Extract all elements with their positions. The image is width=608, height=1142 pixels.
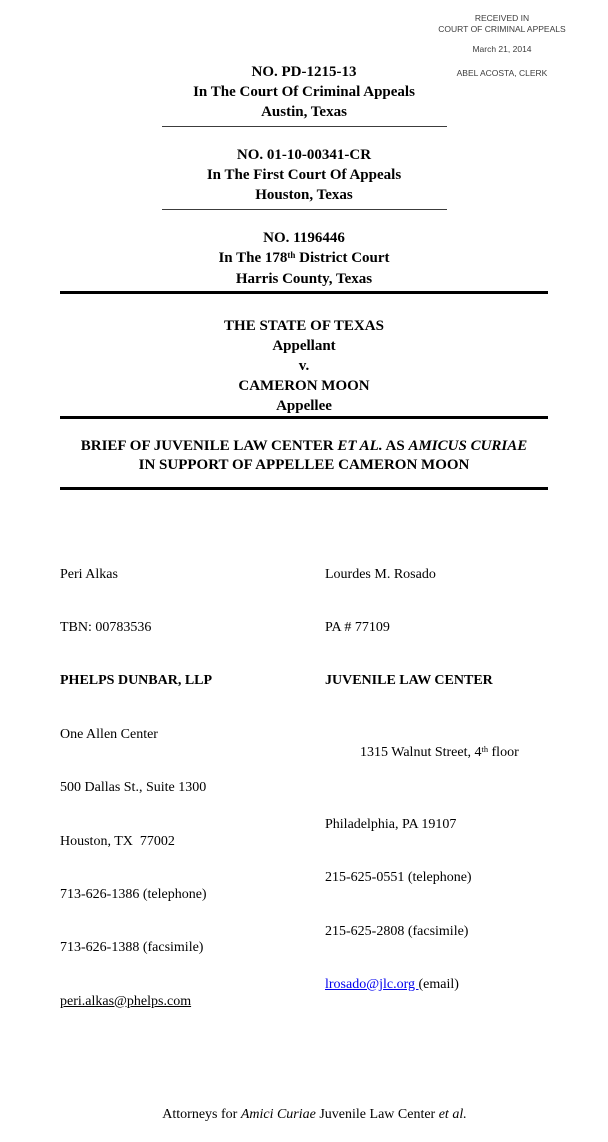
stamp-received-line2: COURT OF CRIMINAL APPEALS (438, 24, 566, 34)
section-rule (60, 416, 548, 419)
attorney-email-line (325, 976, 548, 994)
court-name-text: In The 178 (218, 250, 288, 266)
court-block-district-court (60, 228, 548, 289)
attorney-phone: 215-625-0551 (telephone) (325, 870, 472, 886)
court-name (60, 248, 548, 269)
court-block-first-court-of-appeals (60, 145, 548, 205)
court-name: In The First Court Of Appeals (206, 167, 402, 183)
attorney-address-line: Houston, TX 77002 (60, 833, 175, 849)
attorney-blocks (60, 530, 548, 1046)
case-number: NO. 1196446 (263, 230, 345, 246)
attorney-address-line: One Allen Center (60, 726, 158, 742)
attorney-address-line (325, 726, 548, 780)
section-rule (60, 487, 548, 490)
party-appellee-role: Appellee (276, 398, 332, 414)
received-stamp (412, 13, 592, 79)
versus: v. (298, 358, 310, 374)
attorney-address-text: floor (488, 744, 519, 760)
separator-rule (162, 126, 447, 127)
brief-title-line2: IN SUPPORT OF APPELLEE CAMERON MOON (138, 457, 470, 473)
separator-rule (162, 209, 447, 210)
section-rule (60, 291, 548, 294)
case-number: NO. PD-1215-13 (251, 64, 357, 80)
brief-title-text: AS (382, 438, 409, 454)
stamp-date: March 21, 2014 (472, 44, 532, 54)
ordinal-superscript: th (481, 744, 489, 754)
footer-italic: Amici Curiae (240, 1107, 316, 1123)
attorney-address-line: Philadelphia, PA 19107 (325, 816, 457, 832)
attorney-email-line (60, 993, 325, 1011)
attorney-firm: PHELPS DUNBAR, LLP (60, 673, 213, 689)
attorney-block-right (325, 530, 548, 1046)
party-appellant-role: Appellant (272, 338, 336, 354)
attorney-bar-number: PA # 77109 (325, 619, 390, 635)
email-label: (email) (418, 976, 459, 992)
attorney-block-left (60, 530, 325, 1046)
attorney-name: Lourdes M. Rosado (325, 566, 436, 582)
stamp-clerk: ABEL ACOSTA, CLERK (456, 68, 548, 78)
attorney-address-text: 1315 Walnut Street, 4 (360, 744, 482, 760)
attorney-bar-number: TBN: 00783536 (60, 619, 152, 635)
footer-text: Juvenile Law Center (315, 1107, 439, 1123)
brief-title (60, 437, 548, 475)
attorney-fax: 713-626-1388 (facsimile) (60, 940, 204, 956)
party-appellee-name: CAMERON MOON (238, 378, 370, 394)
court-location: Houston, Texas (255, 187, 353, 203)
stamp-received-line1: RECEIVED IN (474, 13, 530, 23)
footer-text: Attorneys for (162, 1107, 241, 1123)
attorney-phone: 713-626-1386 (telephone) (60, 886, 207, 902)
court-name-text: District Court (295, 250, 390, 266)
attorney-address-line: 500 Dallas St., Suite 1300 (60, 780, 207, 796)
attorney-name: Peri Alkas (60, 566, 118, 582)
attorney-fax: 215-625-2808 (facsimile) (325, 923, 469, 939)
footer-attribution (60, 1088, 548, 1142)
brief-title-text: BRIEF OF JUVENILE LAW CENTER (80, 438, 338, 454)
brief-title-line1 (60, 437, 548, 456)
email-link-lrosado[interactable]: lrosado@jlc.org (325, 976, 419, 992)
court-location: Harris County, Texas (235, 271, 373, 287)
brief-title-italic: ET AL. (337, 438, 383, 454)
court-location: Austin, Texas (261, 104, 347, 120)
case-caption (60, 316, 548, 416)
ordinal-superscript: th (287, 249, 296, 260)
email-link-peri-alkas[interactable]: peri.alkas@phelps.com (60, 993, 192, 1009)
footer-italic: et al. (438, 1107, 467, 1123)
brief-title-italic: AMICUS CURIAE (408, 438, 528, 454)
court-name: In The Court Of Criminal Appeals (193, 84, 415, 100)
party-appellant-name: THE STATE OF TEXAS (224, 318, 384, 334)
attorney-firm: JUVENILE LAW CENTER (325, 673, 493, 689)
case-number: NO. 01-10-00341-CR (236, 147, 372, 163)
